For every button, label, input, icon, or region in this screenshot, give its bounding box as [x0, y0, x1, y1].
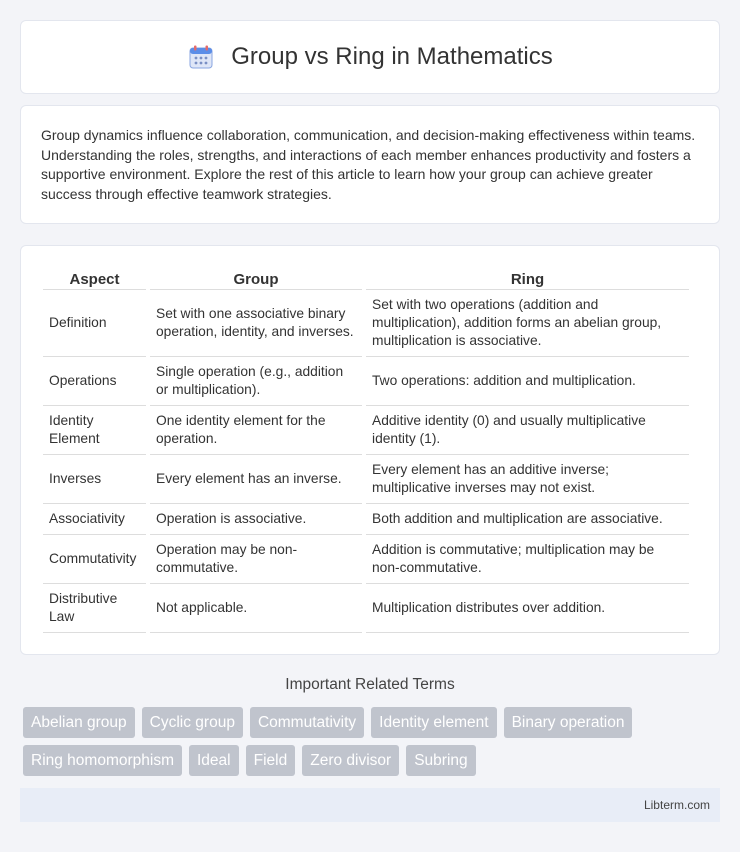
- row-aspect: Identity Element: [43, 406, 146, 455]
- row-group: Set with one associative binary operation, identity, and inverses.: [150, 290, 362, 357]
- page-title: Group vs Ring in Mathematics: [231, 43, 553, 70]
- row-group: Operation is associative.: [150, 504, 362, 535]
- title-wrap: [187, 43, 552, 71]
- table-row: [43, 535, 689, 584]
- header-group: Group: [150, 266, 362, 290]
- row-aspect: Operations: [43, 357, 146, 406]
- row-ring: Multiplication distributes over addition.: [366, 584, 689, 633]
- row-group: One identity element for the operation.: [150, 406, 362, 455]
- header-ring: Ring: [366, 266, 689, 290]
- tag-row-1: [23, 707, 723, 738]
- row-aspect: Commutativity: [43, 535, 146, 584]
- row-aspect: Distributive Law: [43, 584, 146, 633]
- tag-commutativity[interactable]: Commutativity: [250, 707, 364, 738]
- row-ring: Both addition and multiplication are associative.: [366, 504, 689, 535]
- tag-abelian-group[interactable]: Abelian group: [23, 707, 135, 738]
- table-row: [43, 584, 689, 633]
- tag-row-2: [23, 745, 723, 776]
- comparison-table: [39, 266, 693, 633]
- row-aspect: Definition: [43, 290, 146, 357]
- table-row: [43, 504, 689, 535]
- intro-text: Group dynamics influence collaboration, communication, and decision-making effectiveness within teams. Understanding the roles, strengths, and interactions of each member enhances productivity and fosters a supportive environment. Explore the rest of this article to learn how your group can achieve greater success through effective teamwork strategies.: [41, 127, 696, 202]
- row-group: Not applicable.: [150, 584, 362, 633]
- row-group: Operation may be non-commutative.: [150, 535, 362, 584]
- tag-identity-element[interactable]: Identity element: [371, 707, 496, 738]
- table-row: [43, 357, 689, 406]
- tag-subring[interactable]: Subring: [406, 745, 475, 776]
- table-header-row: [43, 266, 689, 290]
- tag-cyclic-group[interactable]: Cyclic group: [142, 707, 243, 738]
- intro-card: [20, 105, 720, 224]
- tag-zero-divisor[interactable]: Zero divisor: [302, 745, 399, 776]
- tag-field[interactable]: Field: [246, 745, 296, 776]
- tag-ring-homomorphism[interactable]: Ring homomorphism: [23, 745, 182, 776]
- table-row: [43, 455, 689, 504]
- row-ring: Set with two operations (addition and multiplication), addition forms an abelian group, multiplication is associative.: [366, 290, 689, 357]
- footer: [20, 788, 720, 822]
- row-ring: Every element has an additive inverse; multiplicative inverses may not exist.: [366, 455, 689, 504]
- title-card: [20, 20, 720, 94]
- row-ring: Two operations: addition and multiplication.: [366, 357, 689, 406]
- tag-binary-operation[interactable]: Binary operation: [504, 707, 633, 738]
- table-row: [43, 290, 689, 357]
- row-ring: Additive identity (0) and usually multiplicative identity (1).: [366, 406, 689, 455]
- related-terms-heading: Important Related Terms: [285, 676, 455, 693]
- table-row: [43, 406, 689, 455]
- row-aspect: Associativity: [43, 504, 146, 535]
- row-group: Single operation (e.g., addition or multiplication).: [150, 357, 362, 406]
- row-group: Every element has an inverse.: [150, 455, 362, 504]
- header-aspect: Aspect: [43, 266, 146, 290]
- calendar-icon: [187, 43, 215, 71]
- comparison-table-card: [20, 245, 720, 655]
- row-ring: Addition is commutative; multiplication may be non-commutative.: [366, 535, 689, 584]
- row-aspect: Inverses: [43, 455, 146, 504]
- related-terms: [23, 707, 723, 783]
- footer-link[interactable]: Libterm.com: [643, 798, 710, 812]
- tag-ideal[interactable]: Ideal: [189, 745, 239, 776]
